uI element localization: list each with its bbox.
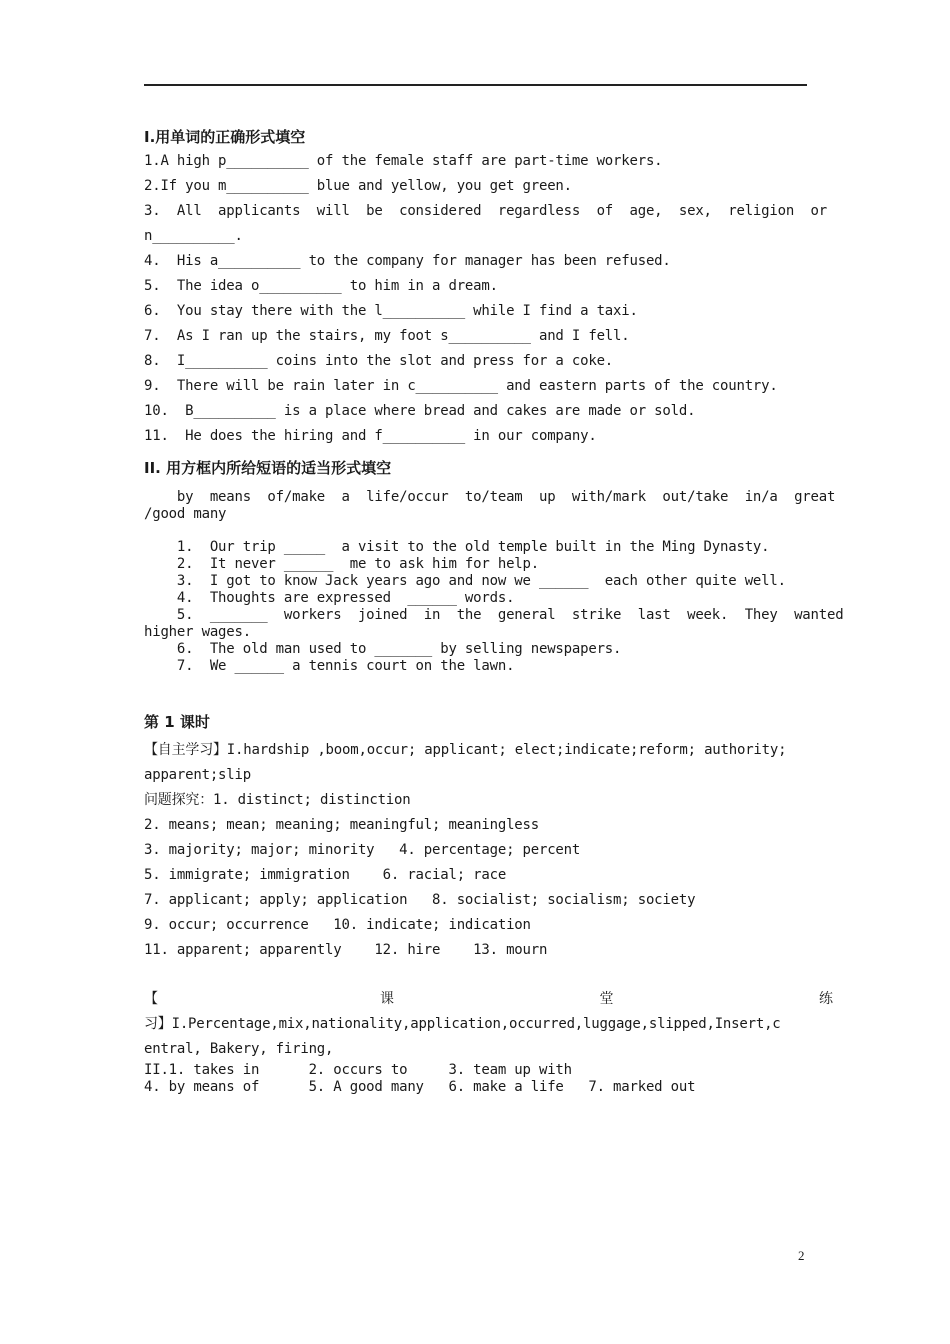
answer-line: 【 课 堂 练 (144, 991, 833, 1007)
exercise-line: 4. Thoughts are expressed ______ words. (144, 590, 515, 606)
exercise-line: 3. All applicants will be considered regardless of age, sex, religion or (144, 203, 827, 219)
exercise-line: 2. It never ______ me to ask him for help. (144, 556, 539, 572)
answers-block (144, 738, 807, 963)
answer-line: 3. majority; major; minority 4. percentage; percent (144, 842, 581, 858)
answer-line: 11. apparent; apparently 12. hire 13. mourn (144, 942, 548, 958)
exercise-line: 6. You stay there with the l__________ while I find a taxi. (144, 303, 638, 319)
answer-line: 问题探究：1. distinct; distinction (144, 792, 411, 808)
answer-line: 【自主学习】I.hardship ,boom,occur; applicant; elect;indicate;reform; authority; (144, 742, 787, 758)
page-number: 2 (798, 1248, 805, 1263)
answer-line: 4. by means of 5. A good many 6. make a life 7. marked out (144, 1079, 696, 1095)
classwork-block (144, 987, 833, 1096)
exercise-line: higher wages. (144, 624, 251, 640)
phrase-line: /good many (144, 506, 227, 522)
phrase-box (144, 489, 836, 523)
exercise-line: 4. His a__________ to the company for manager has been refused. (144, 253, 671, 269)
exercise-line: 2.If you m__________ blue and yellow, you get green. (144, 178, 572, 194)
answer-line: apparent;slip (144, 767, 251, 783)
exercise-line: 1. Our trip _____ a visit to the old temple built in the Ming Dynasty. (144, 539, 770, 555)
answer-line: 2. means; mean; meaning; meaningful; meaningless (144, 817, 539, 833)
document-body (144, 126, 844, 1096)
exercise-line: 5. _______ workers joined in the general strike last week. They wanted (144, 607, 844, 623)
exercise-line: 11. He does the hiring and f__________ in our company. (144, 428, 597, 444)
exercise-line: 7. We ______ a tennis court on the lawn. (144, 658, 515, 674)
answer-line: 5. immigrate; immigration 6. racial; race (144, 867, 507, 883)
answer-line: II.1. takes in 2. occurs to 3. team up with (144, 1062, 572, 1078)
answer-line: 9. occur; occurrence 10. indicate; indication (144, 917, 531, 933)
exercise-line: 10. B__________ is a place where bread and cakes are made or sold. (144, 403, 696, 419)
exercise-line: 3. I got to know Jack years ago and now we ______ each other quite well. (144, 573, 786, 589)
answer-line: 习】I.Percentage,mix,nationality,application,occurred,luggage,slipped,Insert,c (144, 1016, 781, 1032)
exercise-line: 1.A high p__________ of the female staff are part-time workers. (144, 153, 663, 169)
section2-title: II. 用方框内所给短语的适当形式填空 (144, 459, 392, 477)
exercise-line: n__________. (144, 228, 243, 244)
answer-line: 7. applicant; apply; application 8. socialist; socialism; society (144, 892, 696, 908)
answer-line: entral, Bakery, firing, (144, 1041, 334, 1057)
exercise-line: 6. The old man used to _______ by selling newspapers. (144, 641, 622, 657)
section1-title: I.用单词的正确形式填空 (144, 128, 306, 146)
exercise-line: 7. As I ran up the stairs, my foot s__________ and I fell. (144, 328, 630, 344)
answers-title: 第 1 课时 (144, 713, 210, 731)
exercise-line: 5. The idea o__________ to him in a dream. (144, 278, 498, 294)
section2-list (144, 539, 844, 675)
header-rule (144, 84, 807, 86)
section1-list (144, 149, 827, 449)
exercise-line: 9. There will be rain later in c__________ and eastern parts of the country. (144, 378, 778, 394)
exercise-line: 8. I__________ coins into the slot and press for a coke. (144, 353, 614, 369)
phrase-line: by means of/make a life/occur to/team up with/mark out/take in/a great (144, 489, 836, 505)
